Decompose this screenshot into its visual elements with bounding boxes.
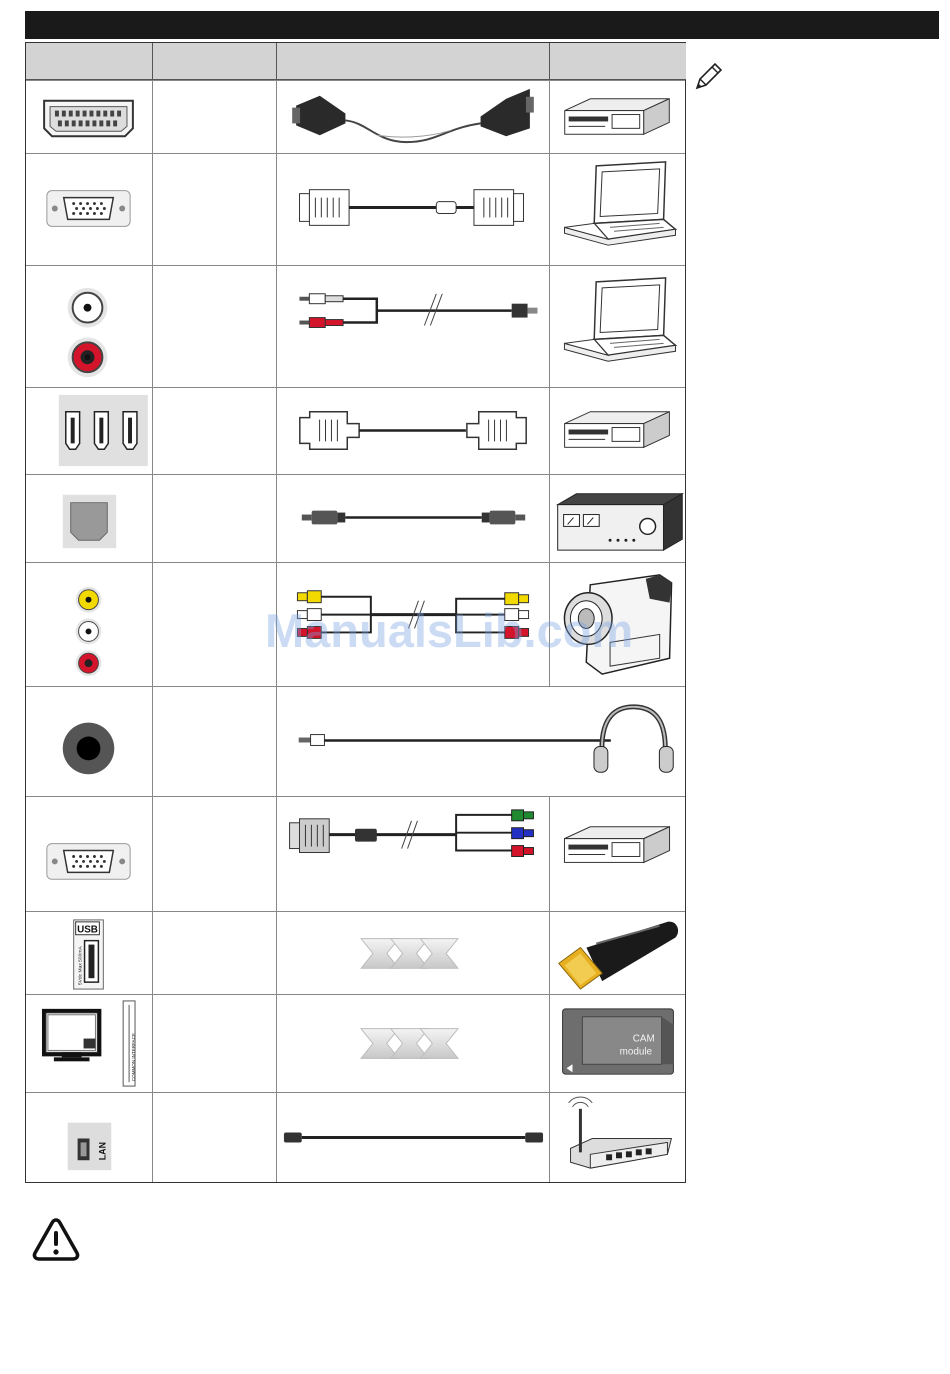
- cam-module-icon: [550, 995, 686, 1092]
- router-icon: [550, 1093, 686, 1182]
- scart-type-cell: [153, 81, 277, 153]
- header-cell-device: [550, 43, 686, 80]
- vga-port-icon: [26, 154, 153, 265]
- lan-type-cell: [153, 1093, 277, 1182]
- ci-direction-arrows-icon: [277, 995, 550, 1092]
- laptop-icon-2: [550, 266, 686, 387]
- headphone-cable-icon: [277, 687, 686, 796]
- header-cell-cables: [277, 43, 550, 80]
- table-row-spdif: [26, 474, 685, 562]
- usb-label: USB: [77, 924, 98, 936]
- table-row-pc-audio: [26, 265, 685, 387]
- header-cell-type: [153, 43, 277, 80]
- usb-port-icon: [26, 912, 153, 994]
- dvd-recorder-icon-2: [550, 388, 686, 474]
- cam-label: CAM: [632, 1033, 655, 1045]
- lan-label: LAN: [97, 1141, 108, 1161]
- table-row-lan: [26, 1092, 685, 1182]
- ethernet-cable-icon: [277, 1093, 550, 1182]
- rca-audio-ports-icon: [26, 266, 153, 387]
- av-ports-icon: [26, 563, 153, 686]
- dvd-recorder-icon: [550, 81, 686, 153]
- usb-spec-label: 5Vdc Max 500mA: [78, 946, 84, 986]
- watermark: ManualsLib.com: [265, 604, 634, 657]
- headphone-jack-icon: [26, 687, 153, 796]
- pencil-note-icon: [691, 60, 725, 94]
- table-row-usb: [26, 911, 685, 994]
- table-row-vga: [26, 153, 685, 265]
- audio-amplifier-icon: [550, 475, 686, 562]
- lan-port-icon: [26, 1093, 153, 1182]
- headphone-type-cell: [153, 687, 277, 796]
- table-row-ypbpr: [26, 796, 685, 911]
- vga-type-cell: [153, 154, 277, 265]
- optical-port-icon: [26, 475, 153, 562]
- module-label: module: [619, 1046, 653, 1058]
- scart-port-icon: [26, 81, 153, 153]
- header-bar: [25, 11, 939, 39]
- warning-triangle-icon: [31, 1216, 81, 1262]
- tv-ci-slot-icon: [26, 995, 153, 1092]
- vga-port-icon-2: [26, 797, 153, 911]
- table-row-headphone: [26, 686, 685, 796]
- table-row-hdmi: [26, 387, 685, 474]
- vga-cable-icon: [277, 154, 550, 265]
- usb-direction-arrows-icon: [277, 912, 550, 994]
- scart-cable-icon: [277, 81, 550, 153]
- ypbpr-type-cell: [153, 797, 277, 911]
- ci-slot-label: COMMON INTERFACE: [131, 1033, 137, 1082]
- header-cell-connector: [26, 43, 153, 80]
- usb-type-cell: [153, 912, 277, 994]
- hdmi-ports-icon: [26, 388, 153, 474]
- spdif-type-cell: [153, 475, 277, 562]
- usb-stick-icon: [550, 912, 686, 994]
- pc-audio-type-cell: [153, 266, 277, 387]
- table-row-ci: [26, 994, 685, 1092]
- ci-type-cell: [153, 995, 277, 1092]
- hdmi-type-cell: [153, 388, 277, 474]
- rca-to-jack-cable-icon: [277, 266, 550, 387]
- laptop-icon: [550, 154, 686, 265]
- av-type-cell: [153, 563, 277, 686]
- hdmi-cable-icon: [277, 388, 550, 474]
- table-row-scart: [26, 80, 685, 153]
- optical-cable-icon: [277, 475, 550, 562]
- vga-to-component-cable-icon: [277, 797, 550, 911]
- dvd-recorder-icon-3: [550, 797, 686, 911]
